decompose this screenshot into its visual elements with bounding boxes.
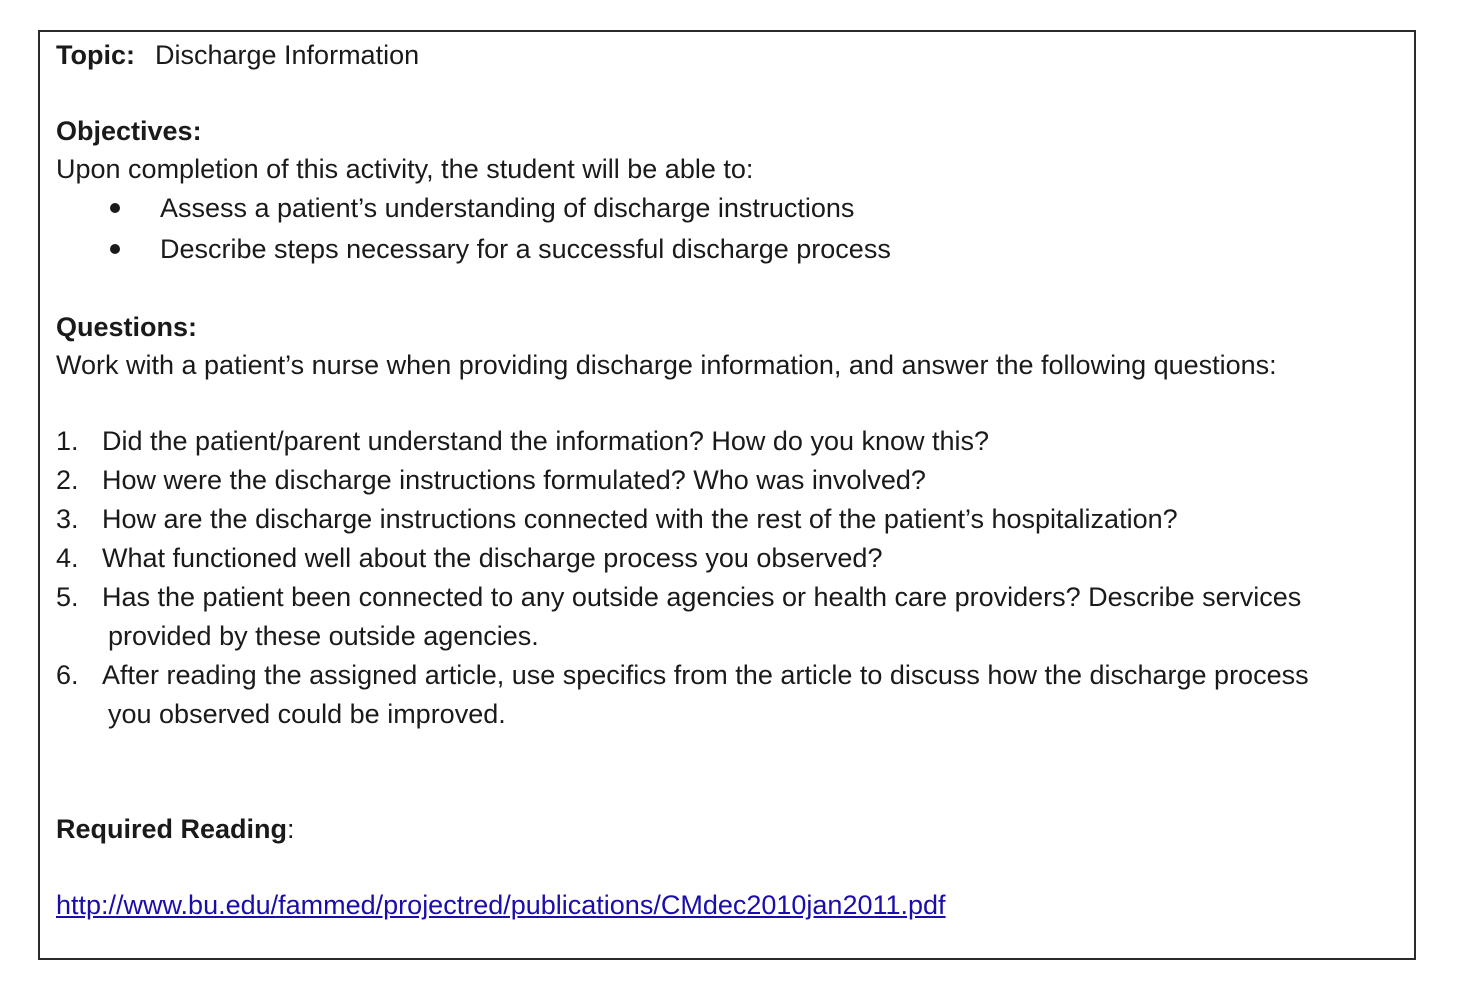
question-text: Has the patient been connected to any outside agencies or health care providers? Describe services: [102, 582, 1302, 612]
question-text: How are the discharge instructions connected with the rest of the patient’s hospitalization?: [102, 504, 1178, 534]
objectives-list: [56, 188, 1394, 270]
objective-item: [56, 229, 1394, 270]
topic-label: Topic:: [56, 40, 135, 70]
question-item: [56, 500, 1394, 539]
question-item: [56, 422, 1394, 461]
question-item: [56, 578, 1394, 656]
question-item: [56, 656, 1394, 734]
required-reading-heading: Required Reading: [56, 814, 288, 844]
question-item: [56, 539, 1394, 578]
questions-intro: Work with a patient’s nurse when providing discharge information, and answer the following questions:: [56, 350, 1277, 380]
question-number: 2.: [56, 465, 79, 495]
objective-text: Assess a patient’s understanding of discharge instructions: [160, 193, 855, 223]
topic-value: Discharge Information: [154, 40, 420, 70]
question-number: 1.: [56, 426, 79, 456]
objective-text: Describe steps necessary for a successful discharge process: [160, 234, 891, 264]
topic-line: [56, 36, 1394, 74]
question-number: 4.: [56, 543, 79, 573]
required-reading-link[interactable]: http://www.bu.edu/fammed/projectred/publications/CMdec2010jan2011.pdf: [56, 890, 946, 920]
question-text: How were the discharge instructions formulated? Who was involved?: [102, 465, 926, 495]
bullet-icon: [110, 244, 120, 254]
document-content: [56, 36, 1394, 924]
question-number: 5.: [56, 582, 79, 612]
question-text: Did the patient/parent understand the information? How do you know this?: [102, 426, 990, 456]
required-reading-line: [56, 810, 1394, 848]
objective-item: [56, 188, 1394, 229]
document-box: [38, 30, 1416, 960]
objectives-intro: Upon completion of this activity, the student will be able to:: [56, 154, 754, 184]
question-text: After reading the assigned article, use specifics from the article to discuss how the discharge process: [102, 660, 1309, 690]
questions-heading: Questions:: [56, 312, 198, 342]
question-text-continued: you observed could be improved.: [108, 699, 506, 729]
required-reading-colon: :: [287, 814, 295, 844]
question-text-continued: provided by these outside agencies.: [108, 621, 539, 651]
questions-list: [56, 422, 1394, 734]
required-reading-link-line: [56, 886, 1394, 924]
bullet-icon: [110, 203, 120, 213]
objectives-heading: Objectives:: [56, 116, 202, 146]
question-number: 3.: [56, 504, 79, 534]
question-item: [56, 461, 1394, 500]
question-text: What functioned well about the discharge process you observed?: [102, 543, 883, 573]
question-number: 6.: [56, 660, 79, 690]
